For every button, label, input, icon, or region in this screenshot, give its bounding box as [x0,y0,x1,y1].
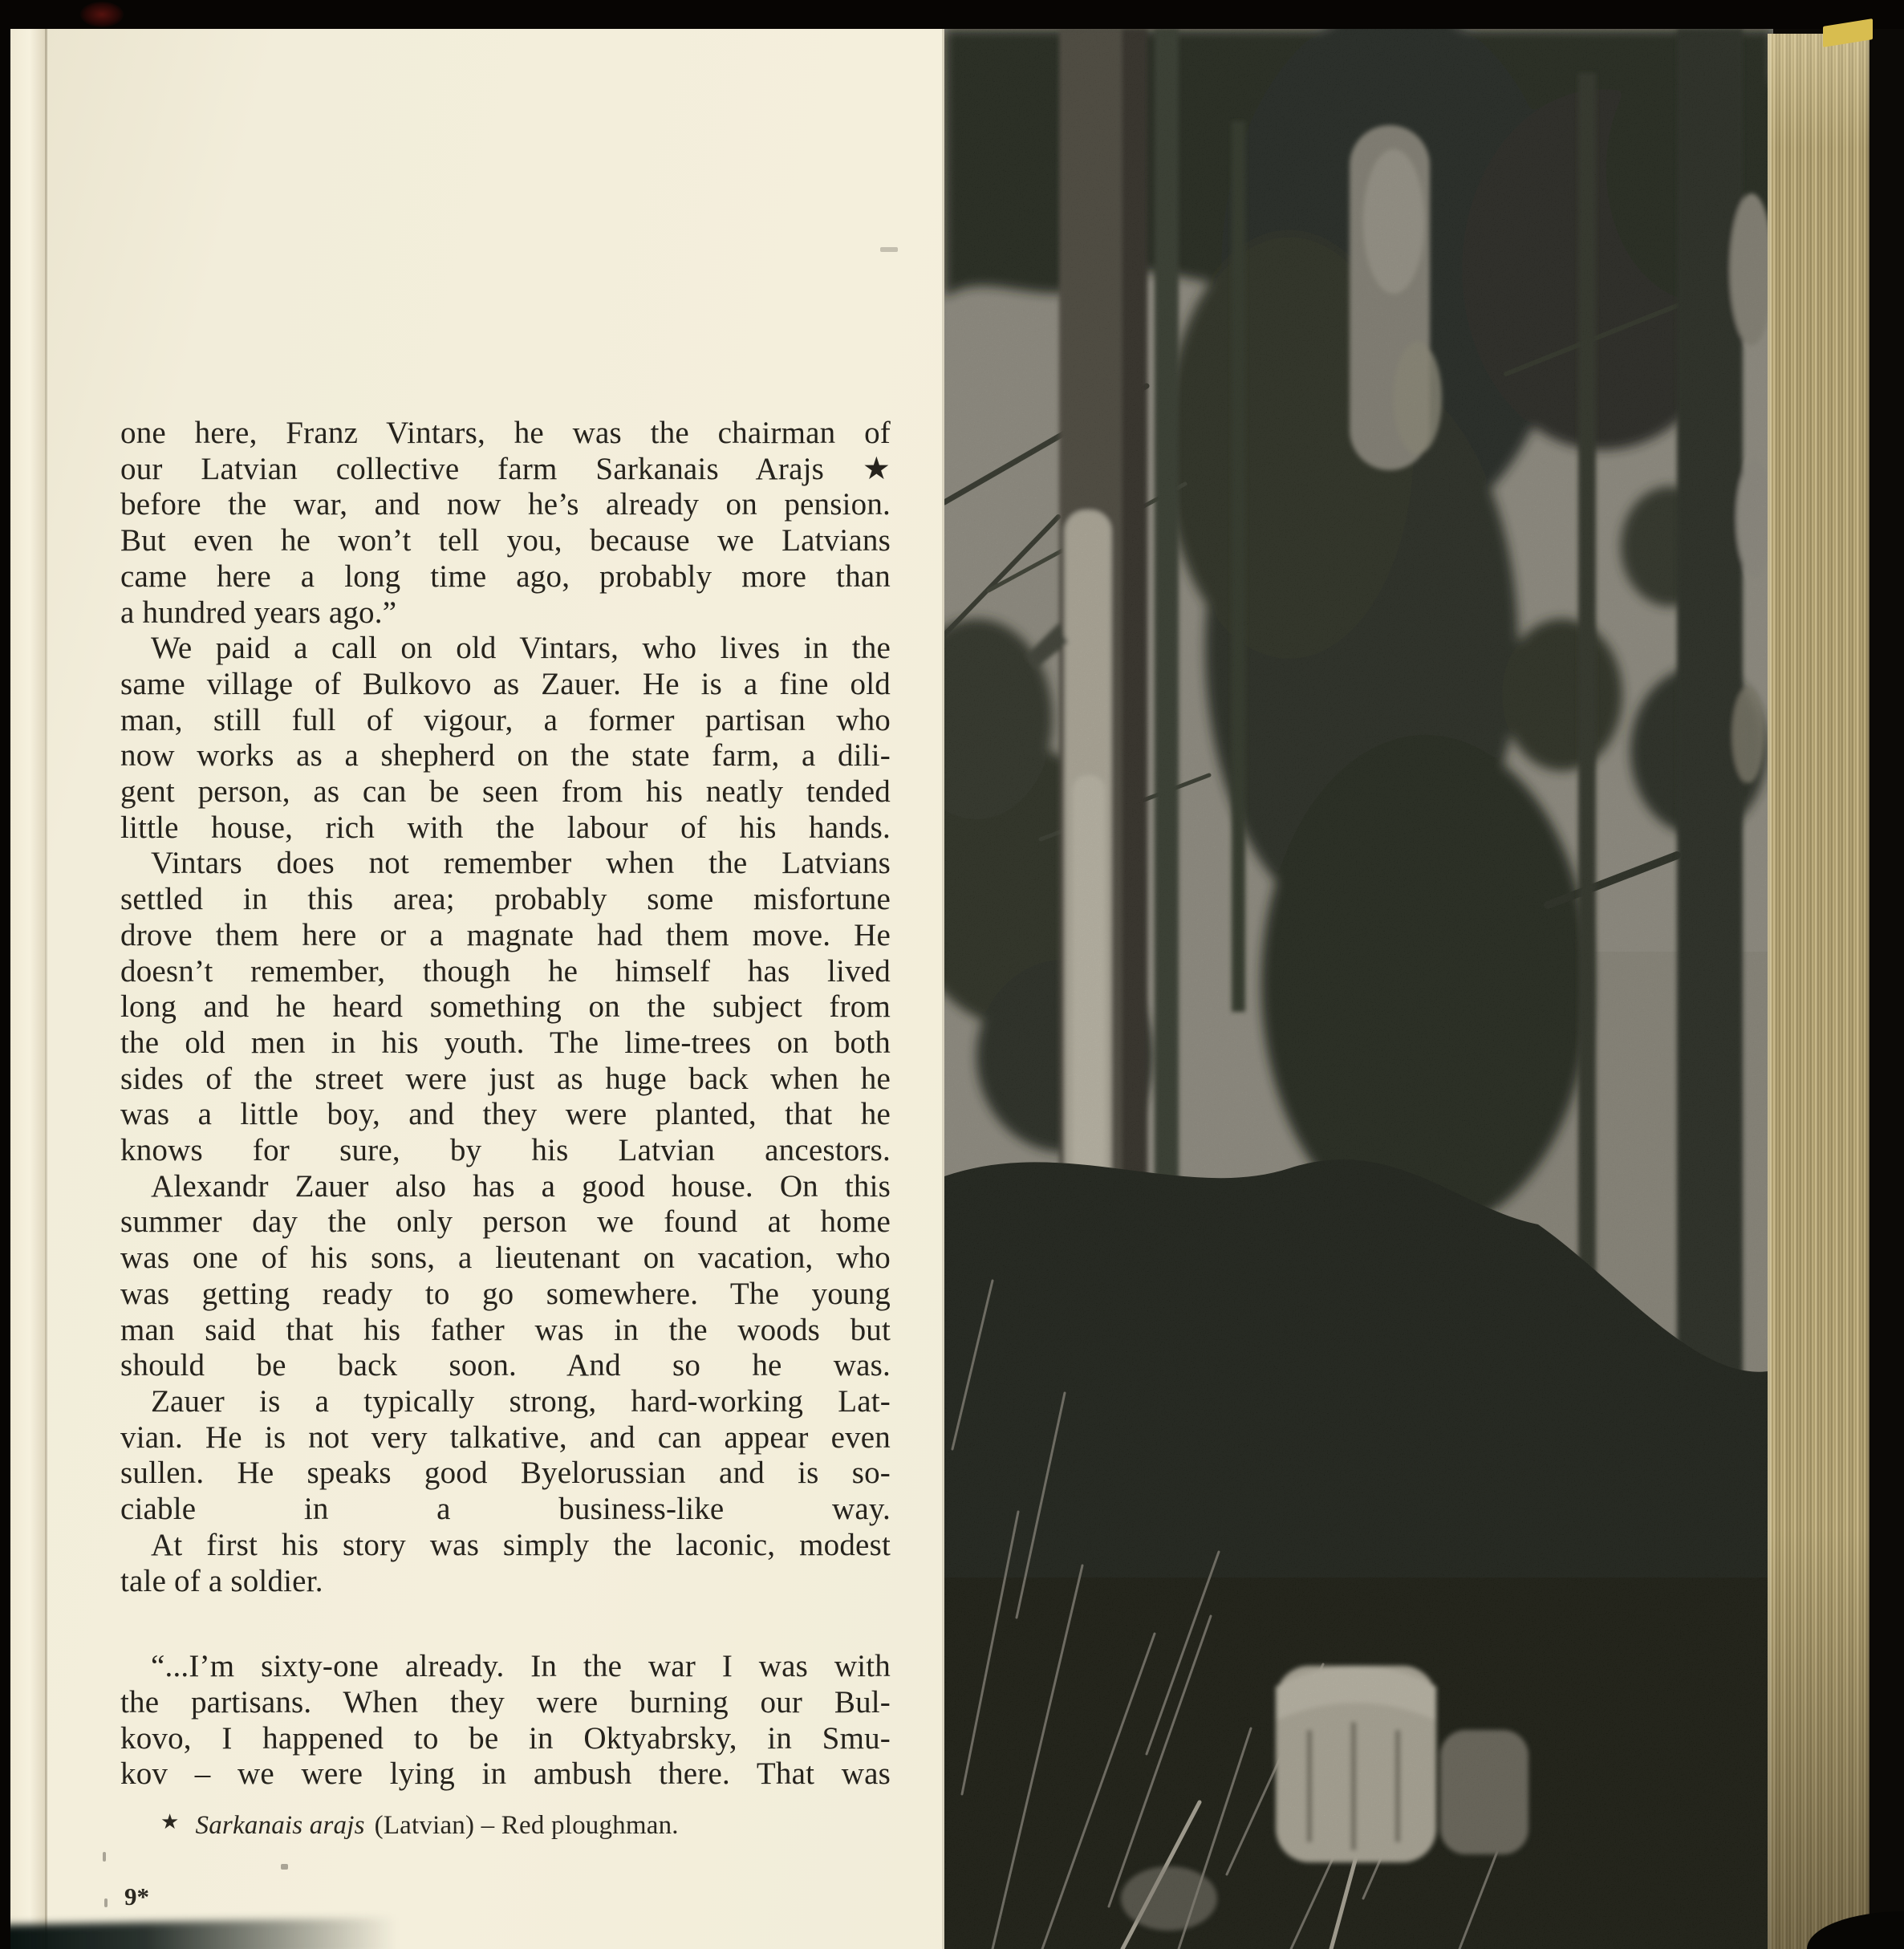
text-line: man, still full of vigour, a former partisan who [120,702,891,737]
forest-photo [944,29,1773,1949]
text-line: settled in this area; probably some misfortune [120,882,891,917]
text-line: “...I’m sixty-one already. In the war I was with [151,1649,891,1684]
paper-speck [103,1852,106,1862]
text-line: came here a long time ago, probably more than [120,558,891,594]
paper-speck [880,247,898,252]
book-fore-edge [1768,34,1869,1949]
text-line: now works as a shepherd on the state farm, a dili- [120,738,891,774]
paper-speck [104,1898,108,1907]
text-line: was a little boy, and they were planted, that he [120,1097,891,1132]
signature-mark: 9* [124,1882,149,1910]
text-line: a hundred years ago.” [120,595,397,630]
text-line: our Latvian collective farm Sarkanais Arajs ★ [120,451,891,486]
left-cover-edge [0,0,10,1949]
text-line: kov – we were lying in ambush there. That was [120,1756,891,1792]
text-line: tale of a soldier. [120,1563,323,1598]
text-line: We paid a call on old Vintars, who lives in the [151,631,891,666]
paragraph [120,631,891,846]
text-line: the old men in his youth. The lime-trees on both [120,1025,891,1060]
paragraph [120,846,891,1168]
text-line: knows for sure, by his Latvian ancestors. [120,1133,891,1168]
paragraph [120,1169,891,1384]
text-line: ciable in a business-like way. [120,1492,891,1527]
footnote-term: Sarkanais arajs [195,1811,365,1840]
text-line: summer day the only person we found at home [120,1204,891,1240]
text-line: same village of Bulkovo as Zauer. He is a fine old [120,666,891,701]
text-line: before the war, and now he’s already on pension. [120,487,891,522]
text-line: Zauer is a typically strong, hard-working Lat- [151,1383,891,1419]
text-line: man said that his father was in the woods but [120,1312,891,1347]
text-line: one here, Franz Vintars, he was the chairman of [120,416,891,450]
fore-edge-shading [1768,34,1869,1949]
text-line: sides of the street were just as huge back when he [120,1061,891,1096]
cover-red-blotch [80,2,124,27]
text-line: Alexandr Zauer also has a good house. On this [151,1168,891,1204]
text-line: But even he won’t tell you, because we Latvians [120,523,891,558]
text-line: little house, rich with the labour of his hands. [120,810,891,845]
paragraph [120,416,891,631]
text-line: long and he heard something on the subject from [120,989,891,1025]
footnote [160,1810,883,1841]
body-text [120,416,891,1793]
footnote-text: (Latvian) – Red ploughman. [374,1811,679,1840]
text-line: At first his story was simply the laconic, modest [151,1527,891,1562]
text-line: sullen. He speaks good Byelorussian and is so- [120,1456,891,1491]
text-line: should be back soon. And so he was. [120,1348,891,1383]
paragraph [120,1384,891,1528]
text-line: gent person, as can be seen from his neatly tended [120,774,891,810]
forest-photo-art [944,29,1773,1949]
paragraph [120,1528,891,1599]
text-line: kovo, I happened to be in Oktyabrsky, in Smu- [120,1720,891,1756]
footnote-marker-star-icon: ★ [160,1810,180,1833]
text-line: doesn’t remember, though he himself has lived [120,953,891,989]
text-line: was getting ready to go somewhere. The young [120,1276,891,1311]
top-cover-strip [0,0,1904,29]
page-spine-curve [10,21,46,1949]
text-line: drove them here or a magnate had them move. He [120,917,891,952]
text-line: vian. He is not very talkative, and can appear even [120,1419,891,1455]
text-line: Vintars does not remember when the Latvians [151,846,891,881]
text-line: the partisans. When they were burning our Bul- [120,1684,891,1720]
paper-speck [281,1864,288,1870]
paragraph [120,1649,891,1793]
page-crease-line [45,21,47,1949]
text-line: was one of his sons, a lieutenant on vacation, who [120,1240,891,1276]
